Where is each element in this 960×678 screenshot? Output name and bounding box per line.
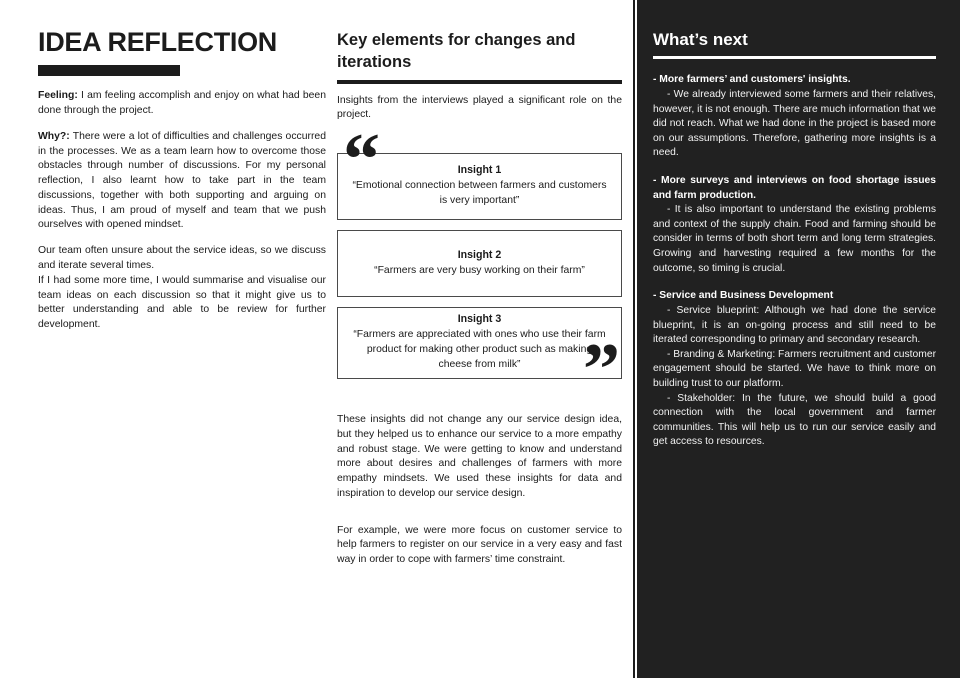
paragraph-team-unsure: Our team often unsure about the service ideas, so we discuss and iterate several times. — [38, 245, 326, 271]
page-title: IDEA REFLECTION — [38, 27, 278, 57]
whats-next-block-3-heading: - Service and Business Development — [653, 290, 834, 302]
whats-next-block-2 — [653, 174, 936, 276]
whats-next-block-3-body-3: - Stakeholder: In the future, we should build a good connection with the local government and farmer communities. This will help us to run our service easily and get access to resources. — [653, 392, 936, 448]
quote-close-icon: ” — [583, 329, 618, 412]
insight-card-1 — [337, 153, 622, 220]
title-underline-bar — [38, 65, 180, 76]
quote-open-icon: “ — [343, 119, 378, 202]
middle-closing-text — [337, 413, 622, 568]
whats-next-panel — [637, 0, 960, 678]
paragraph-feeling — [38, 89, 326, 119]
middle-column-title: Key elements for changes and iterations — [337, 31, 576, 71]
paragraph-more-time: If I had some more time, I would summarise and visualise our team ideas on each discussion so that it might give us to better understanding and able to be review for further development. — [38, 274, 326, 331]
insight-card-2 — [337, 230, 622, 297]
middle-intro-paragraph: Insights from the interviews played a significant role on the project. — [337, 94, 622, 121]
paragraph-why — [38, 130, 326, 233]
whats-next-block-2-heading: - More surveys and interviews on food shortage issues and farm production. — [653, 175, 936, 201]
column-divider — [633, 0, 635, 678]
insight-1-heading: Insight 1 — [457, 164, 502, 177]
middle-paragraph-example: For example, we were more focus on customer service to help farmers to register on our service in a very easy and fast way in order to cope with farmers’ time constraint. — [337, 524, 622, 566]
whats-next-block-1-body-1: - We already interviewed some farmers and their relatives, however, it is not enough. There are much information that we did not reach. What we had done in the project is based more on our assumptions. Therefore, gathering more insights is a need. — [653, 89, 936, 159]
paragraph-feeling-text: I am feeling accomplish and enjoy on what had been done through the project. — [38, 90, 326, 117]
insight-2-quote: “Farmers are very busy working on their farm” — [374, 264, 585, 276]
whats-next-block-1 — [653, 73, 936, 161]
whats-next-rule — [653, 56, 936, 59]
whats-next-block-3-body-1: - Service blueprint: Although we had done the service blueprint, it is an on-going process and still need to be iterated corresponding to primary and secondary research. — [653, 304, 936, 346]
insights-group — [337, 119, 622, 412]
insight-3-quote: “Farmers are appreciated with ones who use their farm product for making other product such as making cheese from milk” — [353, 329, 606, 370]
whats-next-block-3-body-2: - Branding & Marketing: Farmers recruitment and customer engagement should be started. We have to think more on building trust to our platform. — [653, 348, 936, 389]
insight-2-heading: Insight 2 — [457, 248, 502, 261]
middle-column — [337, 30, 622, 579]
whats-next-block-3 — [653, 289, 936, 450]
whats-next-block-2-body-1: - It is also important to understand the existing problems and context of the supply chain. Food and farming should be consider in terms of both short term and long term strategies. Growing and harvesting required a few months for the outcome, so timing is crucial. — [653, 204, 936, 274]
whats-next-content — [653, 30, 936, 463]
whats-next-block-1-heading: - More farmers’ and customers' insights. — [653, 74, 851, 86]
paragraph-why-label: Why?: — [38, 130, 70, 142]
whats-next-title: What’s next — [653, 30, 748, 49]
left-column — [38, 28, 326, 344]
paragraph-why-text: There were a lot of difficulties and challenges occurred in the processes. We as a team learn how to overcome those obstacles through number of discussions. For my personal reflection, I also learnt how to take part in the team discussions, together with both supporting and arguing on ideas. Thus, I am proud of myself and team that we push ourselves with opened mindset. — [38, 130, 326, 231]
insight-card-3 — [337, 307, 622, 379]
middle-title-rule — [337, 80, 622, 84]
insight-1-quote: “Emotional connection between farmers and customers is very important” — [352, 180, 607, 207]
insight-3-heading: Insight 3 — [457, 313, 502, 326]
paragraph-feeling-label: Feeling: — [38, 90, 78, 102]
middle-paragraph-insights-impact: These insights did not change any our service design idea, but they helped us to enhance our service to a more empathy and robust stage. We were getting to know and understand more about desires and challenges of farmers with more empathy mindsets. We used these insights for data and inspiration to develop our service design. — [337, 414, 622, 499]
